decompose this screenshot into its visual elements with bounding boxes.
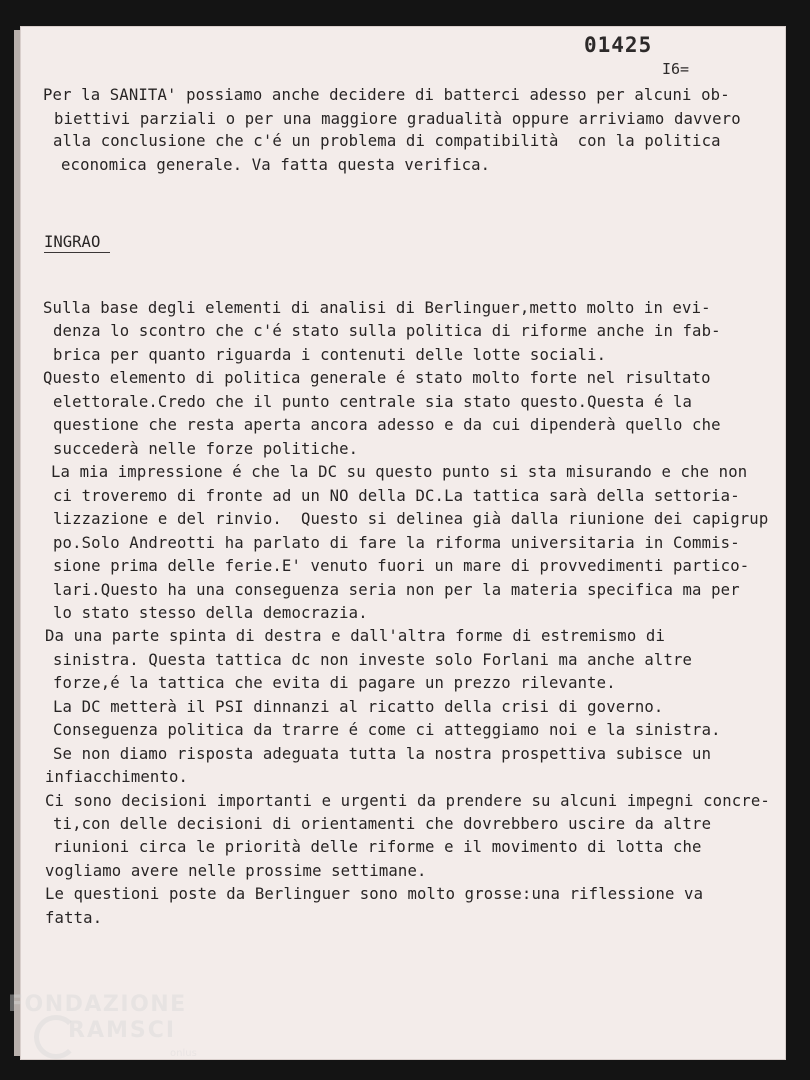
body-line: vogliamo avere nelle prossime settimane.: [45, 862, 427, 880]
intro-line: alla conclusione che c'é un problema di compatibilità con la politica: [53, 132, 721, 150]
body-line: La DC metterà il PSI dinnanzi al ricatto della crisi di governo.: [53, 698, 664, 716]
body-line: Se non diamo risposta adeguata tutta la nostra prospettiva subisce un: [53, 745, 712, 763]
page-number: I6=: [662, 60, 690, 78]
body-line: lizzazione e del rinvio. Questo si delinea già dalla riunione dei capigrup: [53, 510, 769, 528]
body-line: Sulla base degli elementi di analisi di Berlinguer,metto molto in evi-: [43, 299, 711, 317]
body-line: Ci sono decisioni importanti e urgenti da prendere su alcuni impegni concre-: [45, 792, 770, 810]
body-line: Questo elemento di politica generale é stato molto forte nel risultato: [43, 369, 711, 387]
watermark-line1: FONDAZIONE: [8, 992, 187, 1017]
body-line: ti,con delle decisioni di orientamenti che dovrebbero uscire da altre: [53, 815, 712, 833]
body-line: fatta.: [45, 909, 103, 927]
speaker-heading: INGRAO: [44, 233, 101, 251]
body-line: succederà nelle forze politiche.: [53, 440, 359, 458]
body-line: lo stato stesso della democrazia.: [53, 604, 368, 622]
watermark-line2: RAMSCI: [68, 1018, 177, 1043]
body-line: Conseguenza politica da trarre é come ci atteggiamo noi e la sinistra.: [53, 721, 721, 739]
body-line: brica per quanto riguarda i contenuti delle lotte sociali.: [53, 346, 607, 364]
intro-line: economica generale. Va fatta questa verifica.: [61, 156, 491, 174]
watermark-line3: onlus: [170, 1048, 197, 1059]
body-line: La mia impressione é che la DC su questo punto si sta misurando e che non: [51, 463, 748, 481]
body-line: lari.Questo ha una conseguenza seria non per la materia specifica ma per: [53, 581, 740, 599]
body-line: infiacchimento.: [45, 768, 189, 786]
body-line: sione prima delle ferie.E' venuto fuori un mare di provvedimenti partico-: [53, 557, 750, 575]
intro-line: Per la SANITA' possiamo anche decidere di batterci adesso per alcuni ob-: [43, 86, 730, 104]
body-line: questione che resta aperta ancora adesso e da cui dipenderà quello che: [53, 416, 721, 434]
body-line: sinistra. Questa tattica dc non investe solo Forlani ma anche altre: [53, 651, 693, 669]
body-line: forze,é la tattica che evita di pagare un prezzo rilevante.: [53, 674, 616, 692]
document-page: [20, 26, 786, 1060]
body-line: denza lo scontro che c'é stato sulla politica di riforme anche in fab-: [53, 322, 721, 340]
body-line: Le questioni poste da Berlinguer sono molto grosse:una riflessione va: [45, 885, 704, 903]
heading-underline: [44, 252, 110, 253]
body-line: Da una parte spinta di destra e dall'altra forme di estremismo di: [45, 627, 665, 645]
body-line: po.Solo Andreotti ha parlato di fare la riforma universitaria in Commis-: [53, 534, 740, 552]
fondazione-gramsci-watermark: [8, 992, 208, 1072]
body-line: elettorale.Credo che il punto centrale sia stato questo.Questa é la: [53, 393, 693, 411]
body-line: riunioni circa le priorità delle riforme e il movimento di lotta che: [53, 838, 702, 856]
document-number: 01425: [584, 33, 653, 57]
intro-line: biettivi parziali o per una maggiore gradualità oppure arriviamo davvero: [54, 110, 741, 128]
body-line: ci troveremo di fronte ad un NO della DC.La tattica sarà della settoria-: [53, 487, 740, 505]
